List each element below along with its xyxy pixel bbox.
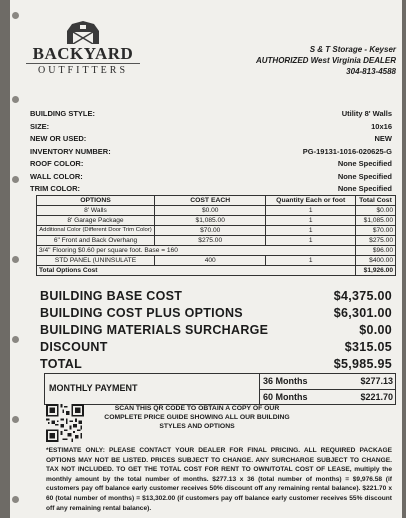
monthly-payment-box [44,373,396,405]
spec-row [30,122,392,135]
option-qty: 1 [266,206,356,216]
monthly-payment-label: MONTHLY PAYMENT [49,383,138,393]
table-row [37,206,396,216]
spec-row [30,134,392,147]
table-row [37,236,396,246]
brand-name: BACKYARD [32,44,134,63]
option-total: $0.00 [356,206,396,216]
binder-hole [12,12,19,19]
barn-icon [64,20,102,44]
spec-row [30,147,392,160]
spec-value: None Specified [337,184,392,193]
spec-value: None Specified [337,171,392,181]
spec-label: SIZE: [30,121,50,131]
binder-hole [12,256,19,263]
spec-row [30,159,392,172]
option-qty: 1 [266,256,356,266]
payment-term: 60 Months [263,392,308,402]
option-cost: 400 [154,256,265,266]
spec-label: BUILDING STYLE: [30,109,95,118]
payment-amount: $221.70 [360,392,393,402]
options-table [36,195,396,276]
brand-tagline: OUTFITTERS [26,63,140,76]
qr-code-icon[interactable] [46,404,84,442]
spec-label: INVENTORY NUMBER: [30,146,111,156]
option-total: $400.00 [356,256,396,266]
payment-term: 36 Months [263,376,308,386]
total-value: $315.05 [344,340,392,354]
total-line [40,323,392,337]
brand-logo [24,20,142,78]
spec-label: NEW OR USED: [30,134,87,143]
column-header: Total Cost [356,196,396,206]
option-name: 8' Garage Package [37,216,155,226]
table-row [37,256,396,266]
dealer-authorized: AUTHORIZED West Virginia DEALER [255,56,396,65]
summary-total: $1,926.00 [356,266,396,276]
spec-label: TRIM COLOR: [30,184,80,193]
option-name: Additional Color (Different Door Trim Color) [37,226,155,236]
binder-hole [12,176,19,183]
total-line [40,357,392,371]
spec-value: PG-19131-1016-020625-G [302,146,392,156]
option-total: $70.00 [356,226,396,236]
binder-hole [12,336,19,343]
option-cost: $70.00 [154,226,265,236]
total-line [40,340,392,354]
binder-hole [12,96,19,103]
spec-value: 10x16 [371,121,392,131]
table-row [37,246,396,256]
table-header-row [37,196,396,206]
payment-row [260,389,396,405]
option-name: 3/4" Flooring $0.60 per square foot. Base = 160 [37,246,356,256]
total-label: DISCOUNT [40,340,108,354]
estimate-disclaimer: *ESTIMATE ONLY: PLEASE CONTACT YOUR DEALER FOR FINAL PRICING. ALL REQUIRED PACKAGE OPTIONS MAY NOT BE LISTED. PRICES SUBJECT TO CHANGE. ANY SURCHARGE SUBJECT TO CHANGE. TAX NOT INCLUDED. TO GET THE TOTAL COST FOR RENT TO OWN/TOTAL COST OF LEASE, multiply the monthly amount by the total number of months. $277.13 x 36 (total number of months) = $9,976.58 (if customers pay off balance early customer receives 50% discount off any remaining rental balance). $221.70 x 60 (total number of months) = $13,302.00 (if customers pay off balance early customer receives 55% discount off any remaining rental balance). [46,447,392,512]
spec-row [30,109,392,122]
option-cost: $275.00 [154,236,265,246]
dealer-phone: 304-813-4588 [346,67,396,76]
table-summary-row [37,266,396,276]
spec-value: Utility 8' Walls [341,109,392,118]
building-specs [30,109,392,197]
spec-value: None Specified [337,159,392,168]
table-row [37,226,396,236]
payment-amount: $277.13 [360,376,393,386]
total-value: $5,985.95 [333,357,392,371]
option-name: STD PANEL (UNINSULATE [37,256,155,266]
dealer-name: S & T Storage - Keyser [309,45,396,54]
total-value: $4,375.00 [333,289,392,303]
total-label: TOTAL [40,357,83,371]
total-label: BUILDING MATERIALS SURCHARGE [40,323,269,337]
spec-value: NEW [374,134,392,143]
total-label: BUILDING COST PLUS OPTIONS [40,306,243,320]
table-row [37,216,396,226]
binder-holes [10,0,24,518]
monthly-payment-grid [259,374,396,404]
dealer-info [256,44,396,77]
qr-instructions: SCAN THIS QR CODE TO OBTAIN A COPY OF OUR COMPLETE PRICE GUIDE SHOWING ALL OUR BUILDING STYLES AND OPTIONS [104,405,290,430]
spec-label: WALL COLOR: [30,171,83,181]
payment-row [260,374,396,389]
option-total: $1,085.00 [356,216,396,226]
total-value: $0.00 [359,323,392,337]
option-qty: 1 [266,216,356,226]
summary-label: Total Options Cost [37,266,356,276]
option-name: 8' Walls [37,206,155,216]
total-line [40,306,392,320]
option-qty: 1 [266,226,356,236]
column-header: COST EACH [154,196,265,206]
option-cost: $1,085.00 [154,216,265,226]
option-total: $275.00 [356,236,396,246]
binder-hole [12,496,19,503]
binder-hole [12,416,19,423]
total-value: $6,301.00 [333,306,392,320]
document-sheet [10,0,402,518]
option-total: $96.00 [356,246,396,256]
spec-row [30,172,392,185]
total-line [40,289,392,303]
option-name: 6" Front and Back Overhang [37,236,155,246]
option-cost: $0.00 [154,206,265,216]
total-label: BUILDING BASE COST [40,289,183,303]
option-qty: 1 [266,236,356,246]
spec-label: ROOF COLOR: [30,159,84,168]
column-header: OPTIONS [37,196,155,206]
column-header: Quantity Each or foot [266,196,356,206]
